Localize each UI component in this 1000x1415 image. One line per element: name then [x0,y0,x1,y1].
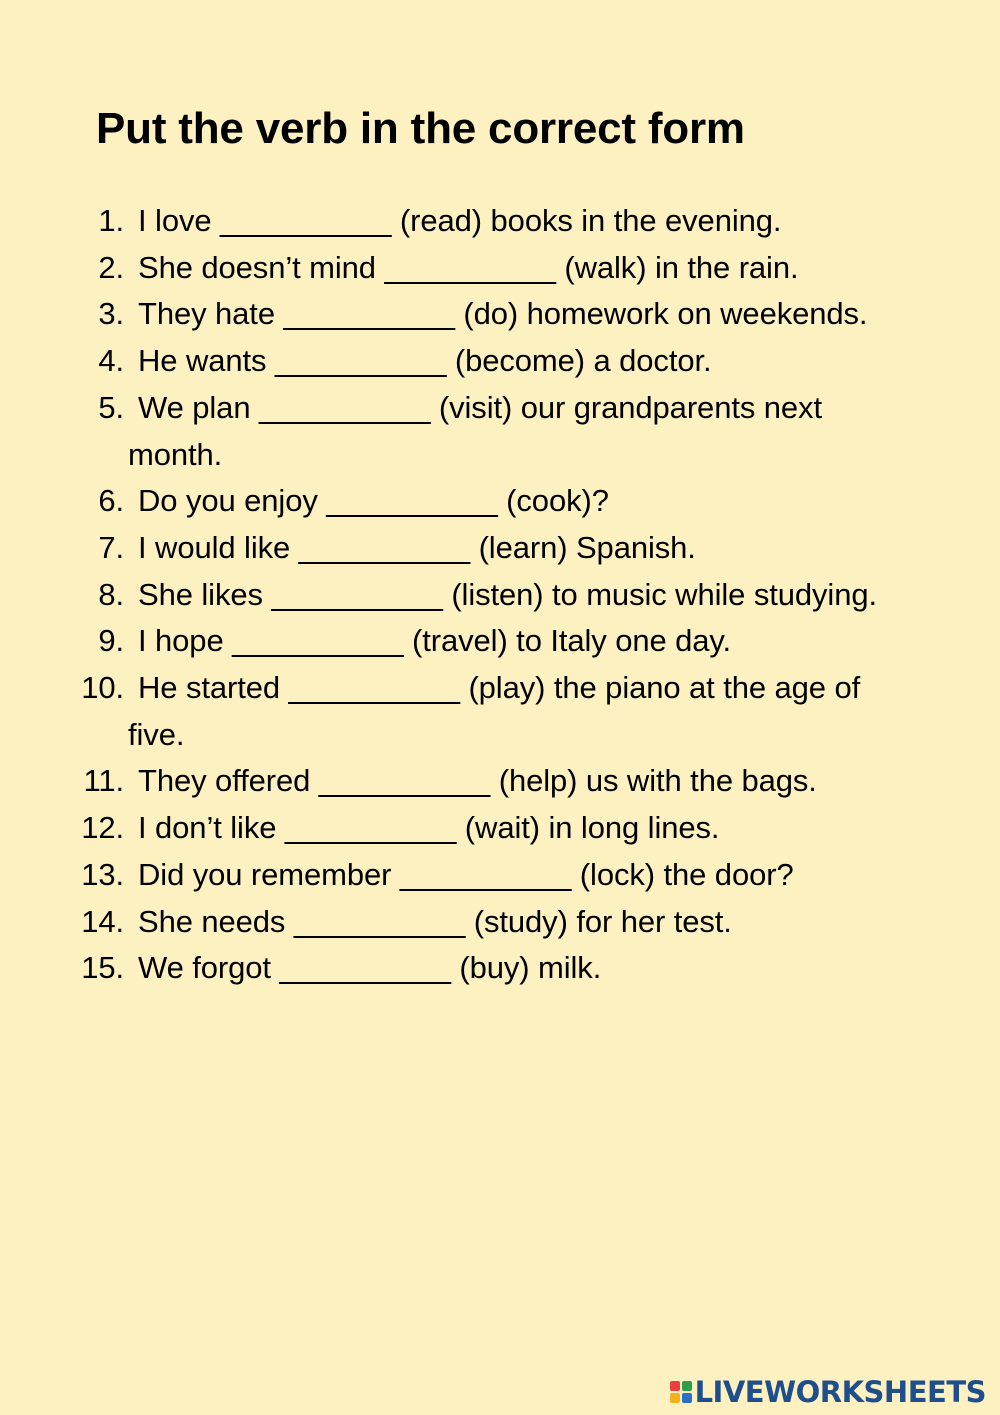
exercise-item [0,899,920,946]
logo-square-3 [670,1393,680,1403]
item-number: 15. [81,950,124,986]
item-number: 1. [98,203,124,238]
item-number: 12. [81,810,124,846]
exercise-item [0,758,920,805]
item-text: Did you remember __________ (lock) the door? [138,856,794,892]
exercise-item [0,385,920,478]
item-text: We plan __________ (visit) our grandparents next month. [128,389,822,472]
item-text: She needs __________ (study) for her test. [138,903,732,939]
exercise-item [0,618,920,665]
worksheet-title: Put the verb in the correct form [96,104,745,153]
item-number: 7. [98,529,124,565]
item-text: She doesn’t mind __________ (walk) in the rain. [138,249,799,285]
brand-name: LIVEWORKSHEETS [694,1375,986,1409]
item-number: 9. [98,623,124,659]
item-number: 14. [81,903,124,939]
item-text: I hope __________ (travel) to Italy one day. [138,623,732,659]
exercise-item [0,525,920,572]
item-text: They hate __________ (do) homework on weekends. [138,296,868,332]
logo-square-2 [682,1381,692,1391]
item-number: 4. [98,343,124,379]
exercise-item [0,572,920,619]
item-number: 5. [98,389,124,425]
item-text: He wants __________ (become) a doctor. [138,343,712,379]
liveworksheets-logo[interactable] [670,1375,986,1409]
item-number: 10. [81,670,124,706]
exercise-item [0,245,920,292]
item-text: She likes __________ (listen) to music while studying. [138,576,878,612]
logo-square-4 [682,1393,692,1403]
exercise-item [0,805,920,852]
exercise-item [0,478,920,525]
logo-square-1 [670,1381,680,1391]
item-text: I would like __________ (learn) Spanish. [138,529,696,565]
exercise-item [0,198,920,245]
item-text: Do you enjoy __________ (cook)? [138,483,609,519]
item-number: 6. [98,483,124,519]
item-number: 13. [81,856,124,892]
exercise-item [0,945,920,992]
item-number: 8. [98,576,124,612]
exercise-item [0,291,920,338]
item-number: 11. [83,763,124,799]
item-text: I don’t like __________ (wait) in long lines. [138,810,720,846]
exercise-item [0,665,920,758]
item-number: 2. [98,249,124,285]
liveworksheets-logo-icon [670,1381,692,1403]
item-text: They offered __________ (help) us with the bags. [138,763,817,799]
item-text: I love __________ (read) books in the evening. [138,203,782,238]
item-text: He started __________ (play) the piano at the age of five. [128,670,861,752]
item-text: We forgot __________ (buy) milk. [138,950,602,986]
exercise-item [0,338,920,385]
item-number: 3. [98,296,124,332]
exercise-item [0,852,920,899]
exercise-list [0,198,920,992]
